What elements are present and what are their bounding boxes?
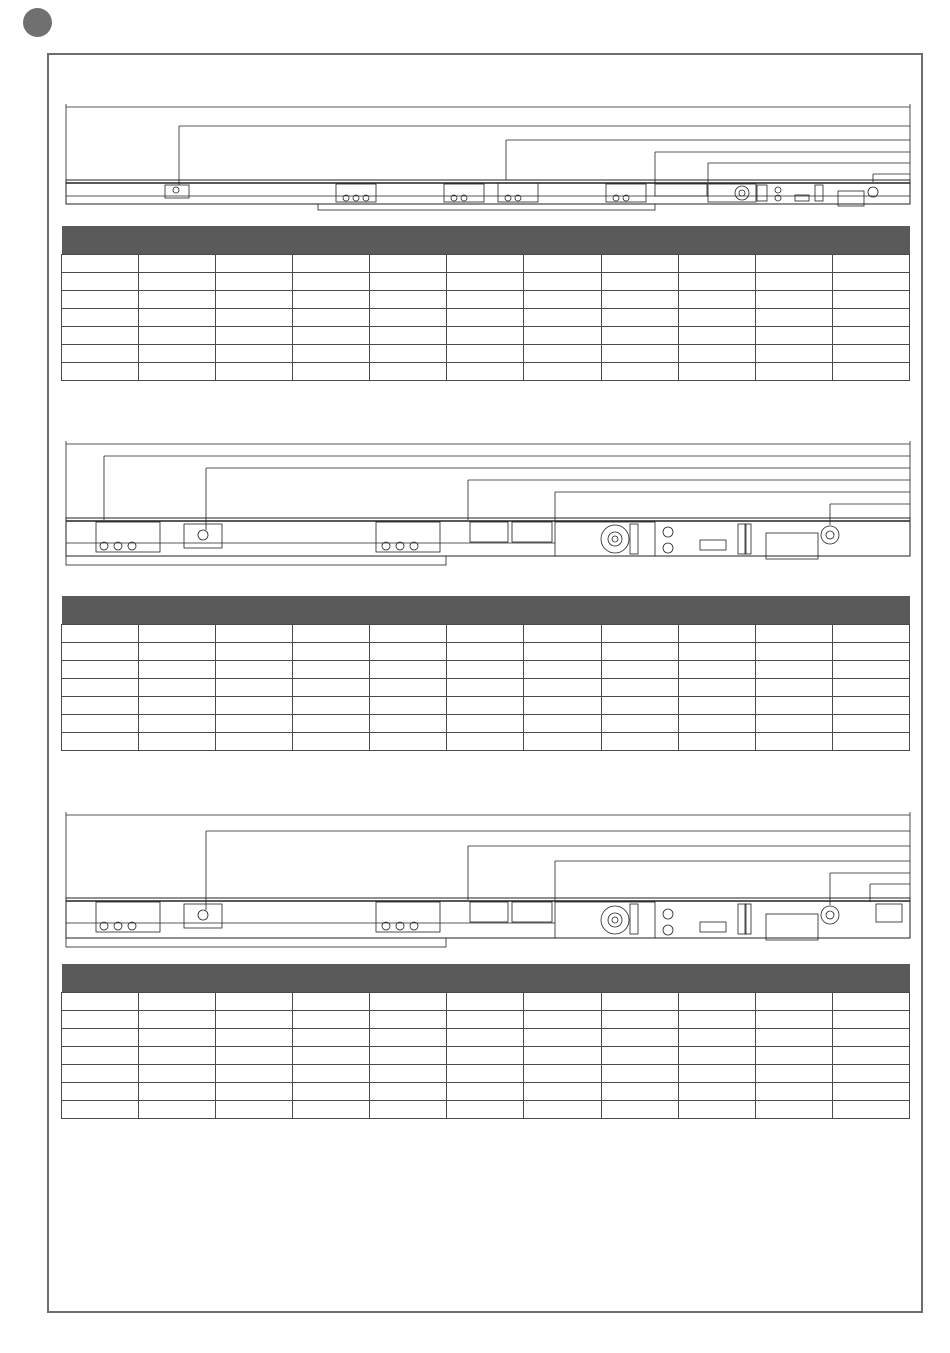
table-row: [62, 363, 910, 381]
table-row: [62, 715, 910, 733]
table-row: [62, 273, 910, 291]
table-2: [61, 596, 910, 751]
drawing-2-operator: [0, 436, 950, 571]
table-row: [62, 1029, 910, 1047]
table-row: [62, 679, 910, 697]
table-row: [62, 625, 910, 643]
table-1: [61, 226, 910, 381]
table-row: [62, 309, 910, 327]
table-row: [62, 1083, 910, 1101]
table-row: [62, 661, 910, 679]
table-row: [62, 291, 910, 309]
drawing-1-operator: [0, 100, 950, 215]
drawing-3-operator: [0, 806, 950, 951]
table-row: [62, 1047, 910, 1065]
table-row: [62, 255, 910, 273]
table-row: [62, 733, 910, 751]
page-badge-circle: [23, 8, 52, 37]
table-row: [62, 643, 910, 661]
table-row: [62, 345, 910, 363]
table-header-row: [62, 596, 910, 625]
table-row: [62, 1101, 910, 1119]
table-row: [62, 327, 910, 345]
table-header-row: [62, 226, 910, 255]
table-3: [61, 964, 910, 1119]
table-header-row: [62, 964, 910, 993]
table-row: [62, 1065, 910, 1083]
table-row: [62, 697, 910, 715]
table-row: [62, 1011, 910, 1029]
table-row: [62, 993, 910, 1011]
